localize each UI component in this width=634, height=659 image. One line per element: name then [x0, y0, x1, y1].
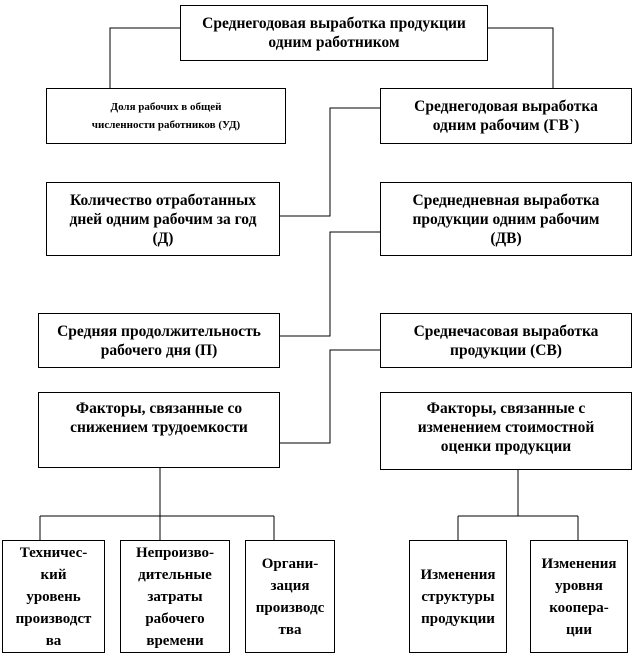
box-days-worked-label: Количество отработанных дней одним рабочим за год (Д) — [69, 191, 257, 247]
box-technical-level — [2, 540, 105, 653]
box-share-of-workers — [46, 88, 286, 144]
box-annual-output-per-worker-label: Среднегодовая выработка продукции одним работником — [202, 15, 466, 51]
box-hourly-output-label: Среднечасовая выработка продукции (СВ) — [413, 322, 599, 359]
box-cooperation-level-changes-label: Изменения уровня коопера- ции — [541, 555, 617, 638]
connector-gv-d — [280, 108, 380, 216]
box-days-worked — [46, 182, 280, 256]
box-workday-length — [38, 313, 280, 368]
connector-dv-p — [280, 232, 380, 336]
box-hourly-output — [380, 313, 632, 368]
box-labor-intensity-factors — [38, 392, 280, 468]
connector-root-ud — [110, 28, 180, 88]
connector-root-gv — [488, 28, 553, 88]
box-daily-output — [380, 182, 632, 256]
box-annual-output-per-worker — [180, 5, 488, 61]
box-annual-output-per-laborer — [380, 88, 632, 144]
box-unproductive-time — [120, 540, 230, 653]
box-production-organization — [245, 540, 335, 653]
box-product-structure-changes — [409, 540, 507, 653]
box-daily-output-label: Среднедневная выработка продукции одним рабочим (ДВ) — [412, 191, 600, 247]
box-unproductive-time-label: Непроизво- дительные затраты рабочего времени — [136, 544, 214, 649]
box-workday-length-label: Средняя продолжительность рабочего дня (П) — [57, 322, 261, 359]
box-cooperation-level-changes — [530, 540, 628, 653]
box-production-organization-label: Органи- зация производс тва — [255, 555, 325, 638]
connector-sv-f1 — [280, 350, 380, 443]
box-labor-intensity-factors-label: Факторы, связанные со снижением трудоемкости — [70, 400, 248, 436]
box-technical-level-label: Техничес- кий уровень производст ва — [15, 544, 92, 649]
box-share-of-workers-label: Доля рабочих в общей численности работников (УД) — [91, 101, 241, 131]
box-valuation-factors — [380, 392, 632, 470]
box-annual-output-per-laborer-label: Среднегодовая выработка одним рабочим (ГВ`) — [414, 98, 598, 134]
box-valuation-factors-label: Факторы, связанные с изменением стоимостной оценки продукции — [417, 400, 595, 455]
box-product-structure-changes-label: Изменения структуры продукции — [420, 566, 496, 627]
